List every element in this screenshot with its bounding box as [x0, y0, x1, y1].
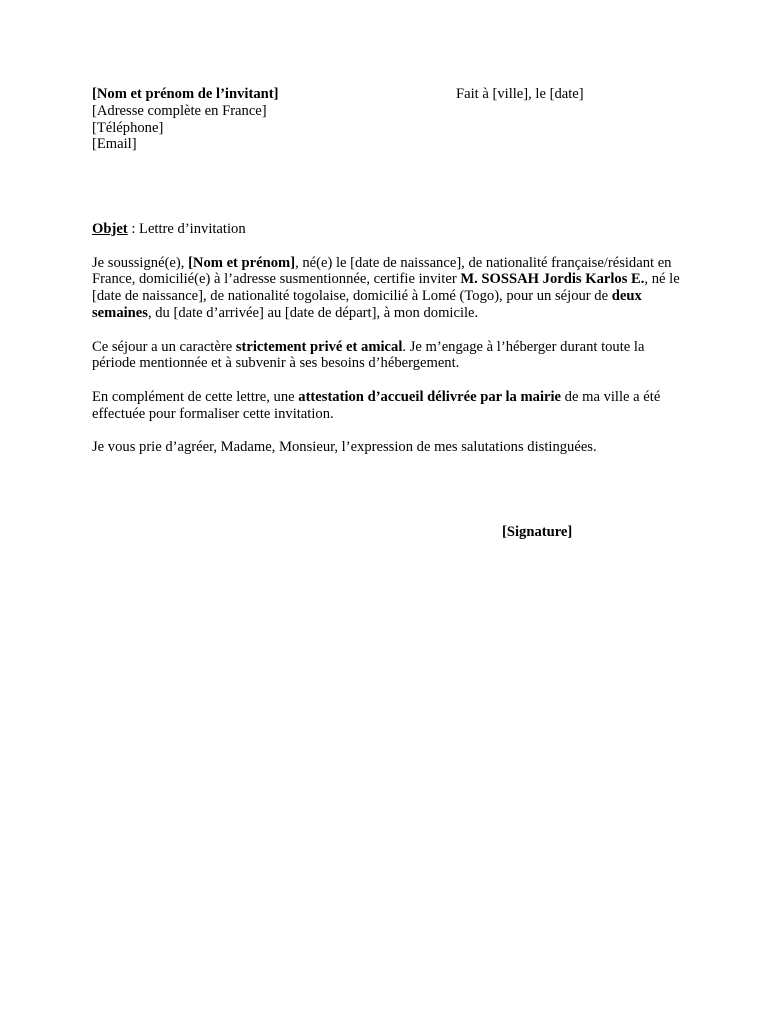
subject-label: Objet [92, 221, 128, 237]
paragraph-text: , né(e) le [date de naissance], de nationalité française/résidant en France, domicilié(e) à l’adresse susmentionnée, certifie inviter [92, 254, 672, 288]
subject-line [92, 221, 682, 238]
inviter-name-placeholder: [Nom et prénom] [188, 254, 296, 271]
sender-block [92, 86, 422, 153]
paragraph-text: . Je m’engage à l’héberger durant toute la période mentionnée et à subvenir à ses besoins d’hébergement. [92, 338, 645, 372]
paragraph-text: , né le [date de naissance], de nationalité togolaise, domicilié à Lomé (Togo), pour un séjour de [92, 271, 680, 305]
sender-email: [Email] [92, 136, 137, 153]
stay-nature: strictement privé et amical [235, 338, 403, 355]
subject-separator: : [127, 221, 140, 237]
stay-duration: deux semaines [92, 288, 642, 321]
invitee-name: M. SOSSAH Jordis Karlos E. [460, 271, 645, 288]
sender-name: [Nom et prénom de l’invitant] [92, 86, 279, 102]
paragraph-invitation [92, 255, 682, 322]
paragraph-purpose [92, 339, 682, 373]
attestation-reference: attestation d’accueil délivrée par la mairie [298, 388, 562, 405]
closing-formula: Je vous prie d’agréer, Madame, Monsieur, l’expression de mes salutations distinguées. [92, 439, 597, 456]
signature-placeholder: [Signature] [502, 524, 573, 540]
sender-phone: [Téléphone] [92, 119, 164, 136]
place-date: Fait à [ville], le [date] [456, 86, 584, 102]
paragraph-attestation [92, 389, 682, 423]
subject-text: Lettre d’invitation [139, 221, 246, 237]
letter-body [92, 221, 682, 473]
paragraph-text: En complément de cette lettre, une [92, 388, 299, 405]
sender-address: [Adresse complète en France] [92, 102, 267, 119]
paragraph-text: , du [date d’arrivée] au [date de départ], à mon domicile. [147, 304, 479, 321]
paragraph-text: de ma ville a été effectuée pour formaliser cette invitation. [92, 388, 661, 422]
paragraph-text: Ce séjour a un caractère [92, 338, 236, 355]
paragraph-text: Je soussigné(e), [92, 254, 189, 271]
